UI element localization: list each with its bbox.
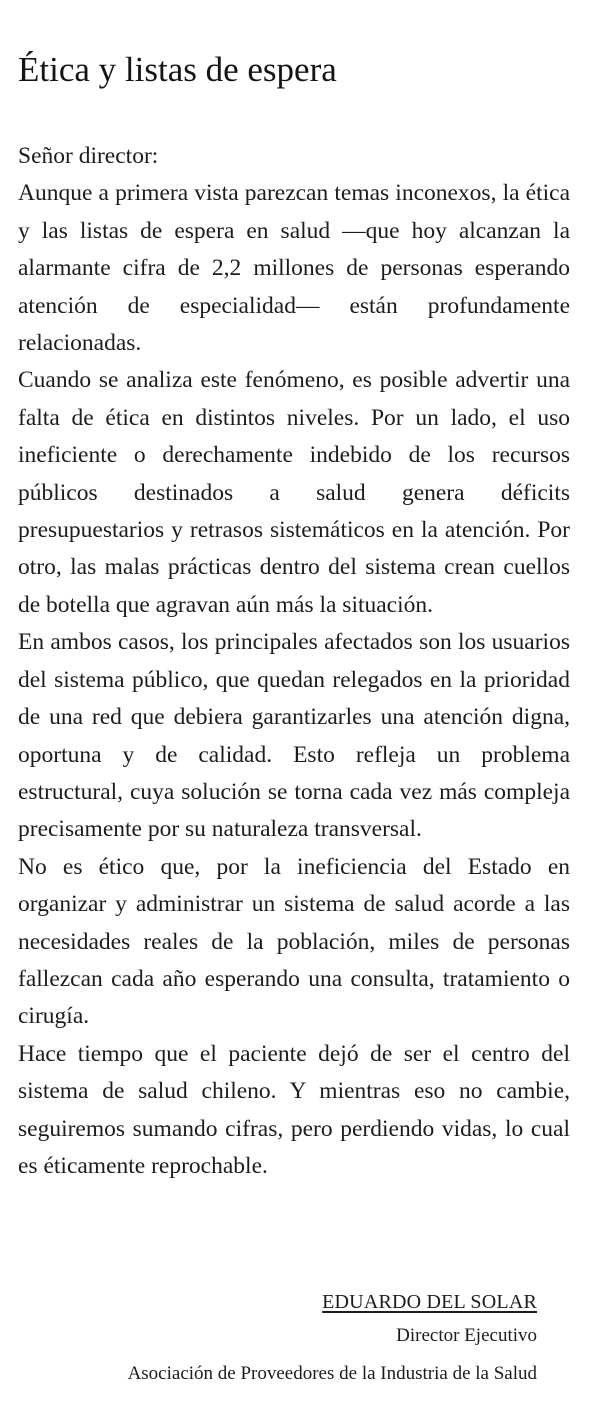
paragraph-5: Hace tiempo que el paciente dejó de ser el centro del sistema de salud chileno. Y mientras eso no cambie, seguiremos sumando cifras, pero perdiendo vidas, lo cual es éticamente reprochable. — [18, 1040, 570, 1179]
letter-body — [18, 138, 570, 1185]
signature-block — [128, 1287, 537, 1393]
author-position: Director Ejecutivo — [396, 1325, 537, 1346]
paragraph-3: En ambos casos, los principales afectados son los usuarios del sistema público, que quedan relegados en la prioridad de una red que debiera garantizarles una atención digna, oportuna y de calidad. Esto refleja un problema estructural, cuya solución se torna cada vez más compleja precisamente por su naturaleza transversal. — [18, 629, 570, 843]
author-name: EDUARDO DEL SOLAR — [322, 1291, 537, 1313]
paragraph-1: Aunque a primera vista parezcan temas inconexos, la ética y las listas de espera en salud —que hoy alcanzan la alarmante cifra de 2,2 millones de personas esperando atención de especialidad— están profundamente relacionadas. — [18, 180, 570, 357]
paragraph-2: Cuando se analiza este fenómeno, es posible advertir una falta de ética en distintos niveles. Por un lado, el uso ineficiente o derechamente indebido de los recursos públicos destinados a salud genera déficits presupuestarios y retrasos sistemáticos en la atención. Por otro, las malas prácticas dentro del sistema crean cuellos de botella que agravan aún más la situación. — [18, 367, 570, 618]
author-organization: Asociación de Proveedores de la Industria de la Salud — [127, 1363, 537, 1384]
salutation: Señor director: — [18, 143, 159, 169]
letter-title: Ética y listas de espera — [18, 50, 337, 89]
paragraph-4: No es ético que, por la ineficiencia del Estado en organizar y administrar un sistema de salud acorde a las necesidades reales de la población, miles de personas fallezcan cada año esperando una consulta, tratamiento o cirugía. — [18, 853, 570, 1030]
